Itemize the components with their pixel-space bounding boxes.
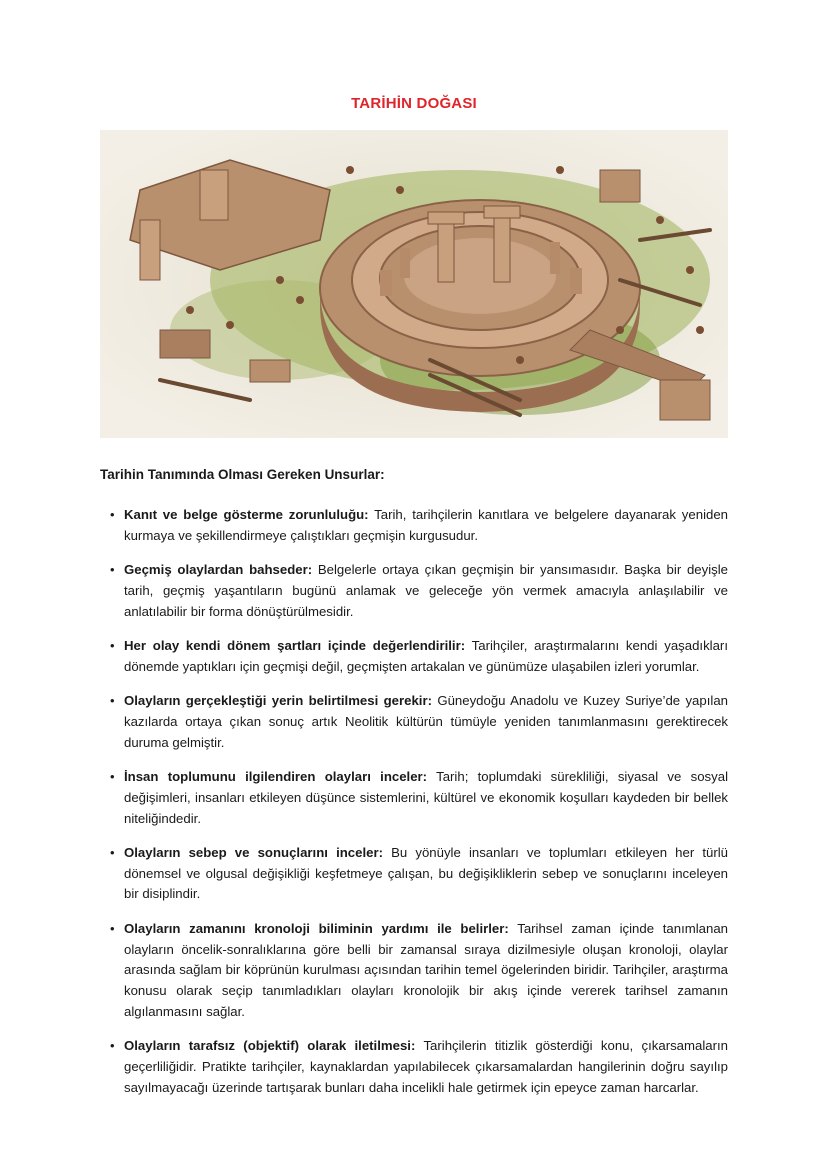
stone-block — [140, 220, 160, 280]
item-text: Bu yönüyle insanları ve toplumları etkileyen her türlü dönemsel ve olgusal değişikliği keşfetmeye çalışan, bu değişikliklerin sebep ve sonuçlarını inceleyen bir disiplindir. — [124, 844, 728, 902]
bullet-icon: • — [110, 693, 115, 709]
item-text: Tarihsel zaman içinde tanımlanan olayların öncelik-sonralıklarına göre belli bir zamansal sıraya dizilmesiyle oluşan kronoloji, olaylar arasında sağlam bir köprünün kurulması açısından tarihin temel ögelerinden biridir. Tarihçiler, araştırma konusu olarak seçip tanımladıkları olayları kronolojik bir akış içinde vererek tarihsel zamanın algılanmasını sağlar. — [124, 920, 728, 1019]
bullet-icon: • — [110, 507, 115, 522]
list-item — [100, 843, 728, 905]
item-text: Güneydoğu Anadolu ve Kuzey Suriye’de yapılan kazılarda ortaya çıkan sonuç artık Neolitik kültürün tümüyle yeniden tanımlanmasını gerektirecek duruma gelmiştir. — [124, 693, 728, 750]
bullet-icon: • — [110, 637, 115, 653]
item-term: Olayların gerçekleştiği yerin belirtilmesi gerekir: — [124, 693, 432, 709]
item-text: Tarih, tarihçilerin kanıtlara ve belgelere dayanarak yeniden kurmaya ve şekillendirmeye çalıştıkları geçmişin kurgusudur. — [124, 507, 728, 543]
list-item — [100, 691, 728, 753]
item-term: Geçmiş olaylardan bahseder: — [124, 562, 313, 578]
stone-block — [250, 360, 290, 382]
list-item — [100, 560, 728, 622]
item-text: Tarihçiler, araştırmalarını kendi yaşadıkları dönemde yaptıkları için geçmişi değil, geçmişten artakalan ve günümüze ulaşabilen izleri yorumlar. — [124, 637, 728, 674]
bullet-icon: • — [110, 768, 115, 784]
list-item — [100, 1036, 728, 1098]
bullet-icon: • — [110, 844, 115, 860]
stone-pillar — [570, 268, 582, 294]
elements-list — [100, 505, 728, 1112]
gobeklitepe-illustration — [100, 130, 728, 438]
item-text: Belgelerle ortaya çıkan geçmişin bir yansımasıdır. Başka bir deyişle tarih, geçmiş yaşantıların bugünü anlamak ve geleceğe yön vermek amacıyla anlaşılabilir ve anlatılabilir bir forma dönüştürülmesidir. — [124, 562, 728, 619]
item-term: İnsan toplumunu ilgilendiren olayları inceler: — [124, 768, 428, 784]
bullet-icon: • — [110, 1038, 115, 1054]
item-term: Olayların tarafsız (objektif) olarak iletilmesi: — [124, 1038, 416, 1054]
stone-block — [160, 330, 210, 358]
item-term: Her olay kendi dönem şartları içinde değerlendirilir: — [124, 637, 466, 653]
bullet-icon: • — [110, 920, 115, 936]
stone-pillar — [380, 270, 392, 296]
page-title: TARİHİN DOĞASI — [351, 95, 477, 112]
item-term: Olayların zamanını kronoloji biliminin yardımı ile belirler: — [124, 920, 509, 936]
bullet-icon: • — [110, 562, 115, 578]
stone-block — [200, 170, 228, 220]
stone-pillar — [550, 242, 560, 274]
list-item — [100, 919, 728, 1023]
list-item — [100, 636, 728, 678]
list-item — [100, 505, 728, 547]
stone-block — [600, 170, 640, 202]
item-text: Tarihçilerin titizlik gösterdiği konu, çıkarsamaların geçerliliğidir. Pratikte tarihçiler, kaynaklardan yapılabilecek çıkarsamalardan hangilerinin doğru sayılıp sayılmayacağı üzerinde tartışarak bunları daha incelikli hale getirmek için epeyce zaman harcarlar. — [124, 1038, 728, 1095]
item-term: Olayların sebep ve sonuçlarını inceler: — [124, 844, 383, 860]
item-text: Tarih; toplumdaki sürekliliği, siyasal ve sosyal değişimleri, insanları etkileyen düşünce sistemlerini, kültürel ve ekonomik koşulları kaydeden bir bellek niteliğindedir. — [124, 768, 728, 826]
enclosure-floor — [404, 238, 556, 314]
stone-pillar — [400, 248, 410, 278]
section-heading: Tarihin Tanımında Olması Gereken Unsurlar: — [100, 467, 385, 482]
corridor-block — [660, 380, 710, 420]
list-item — [100, 767, 728, 829]
item-term: Kanıt ve belge gösterme zorunluluğu: — [124, 507, 369, 522]
